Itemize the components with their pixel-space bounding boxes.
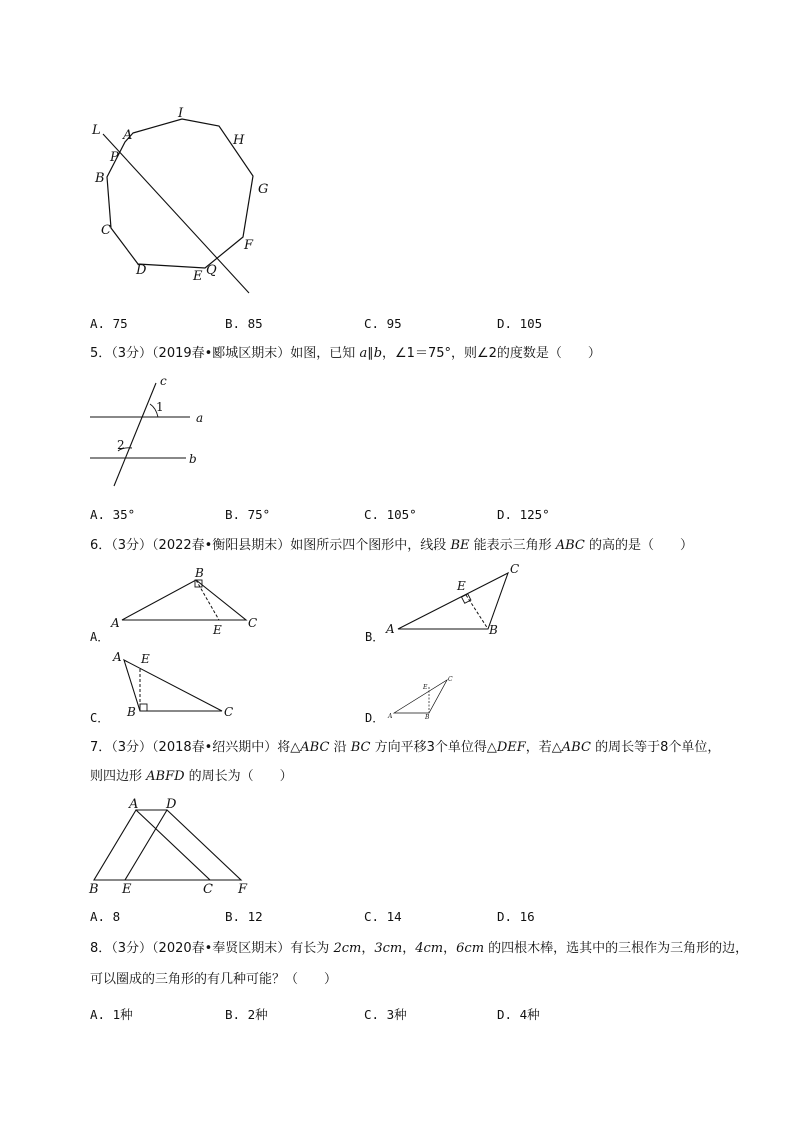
q4-option-a[interactable]: A. 75 [90,316,128,331]
label-C: C [224,705,234,719]
q4-option-d[interactable]: D. 105 [497,316,543,331]
label-B: B [425,714,430,721]
label-A: A [111,616,120,630]
label-B: B [195,566,204,580]
q6-option-d-label[interactable]: D． [365,711,385,725]
q4-option-b[interactable]: B. 85 [225,316,263,331]
q4-option-c[interactable]: C. 95 [364,316,402,331]
label-A: A [123,128,133,143]
triangle-abc-d [394,680,447,713]
label-E: E [423,684,428,691]
label-E: E [122,882,132,897]
q6-stem: 6．（3分）（2022春•衡阳县期末）如图所示四个图形中，线段 BE 能表示三角形 ABC 的高的是（ ） [90,538,694,553]
label-D: D [166,797,177,812]
label-A: A [129,797,139,812]
label-E: E [213,623,222,637]
q7-translation-figure [0,0,260,900]
q6-option-c-label[interactable]: C． [90,711,110,725]
q8-option-c[interactable]: C. 3种 [364,1007,407,1022]
q8-stem-line1: 8．（3分）（2020春•奉贤区期末）有长为 2cm，3cm，4cm，6cm 的四根木棒，选其中的三根作为三角形的边， [90,941,749,956]
label-C: C [248,616,258,630]
label-L: L [92,123,101,138]
q8-stem-line2: 可以圈成的三角形的有几种可能？（ ） [90,972,338,987]
label-C: C [203,882,213,897]
label-E: E [193,269,203,284]
q7-stem-line2: 则四边形 ABFD 的周长为（ ） [90,769,293,784]
q7-option-b[interactable]: B. 12 [225,909,263,924]
label-b: b [189,452,197,466]
q8-option-b[interactable]: B. 2种 [225,1007,268,1022]
label-1: 1 [156,400,164,414]
label-E: E [141,652,150,666]
q5-option-b[interactable]: B. 75° [225,507,271,522]
label-D: D [136,263,147,278]
q6-option-a-label[interactable]: A． [90,630,110,644]
q8-option-d[interactable]: D. 4种 [497,1007,540,1022]
label-2: 2 [117,438,125,452]
label-B: B [127,705,136,719]
label-a: a [196,411,204,425]
label-Q: Q [206,263,217,278]
label-F: F [244,238,254,253]
label-B: B [95,171,105,186]
label-H: H [233,133,245,148]
label-I: I [178,106,184,121]
q5-option-d[interactable]: D. 125° [497,507,550,522]
q6-option-b-label[interactable]: B． [365,630,385,644]
label-C: C [510,562,520,576]
label-c: c [160,374,167,388]
label-C: C [448,676,453,683]
q7-option-a[interactable]: A. 8 [90,909,121,924]
q7-option-d[interactable]: D. 16 [497,909,535,924]
label-C: C [101,223,111,238]
q7-option-c[interactable]: C. 14 [364,909,402,924]
label-B: B [89,882,99,897]
triangle-abc [94,810,210,880]
label-E: E [457,579,466,593]
label-B: B [489,623,498,637]
q5-option-a[interactable]: A. 35° [90,507,136,522]
label-F: F [238,882,248,897]
q8-option-a[interactable]: A. 1种 [90,1007,133,1022]
label-A: A [386,622,395,636]
q5-stem: 5．（3分）（2019春•郾城区期末）如图，已知 a∥b，∠1＝75°，则∠2的度数是（ ） [90,346,601,361]
label-A: A [113,650,122,664]
label-G: G [258,182,269,197]
q7-stem-line1: 7．（3分）（2018春•绍兴期中）将△ABC 沿 BC 方向平移3个单位得△DEF，若△ABC 的周长等于8个单位， [90,740,721,755]
label-A: A [388,713,393,720]
q5-option-c[interactable]: C. 105° [364,507,417,522]
triangle-def [125,810,241,880]
label-P: P [110,150,119,165]
